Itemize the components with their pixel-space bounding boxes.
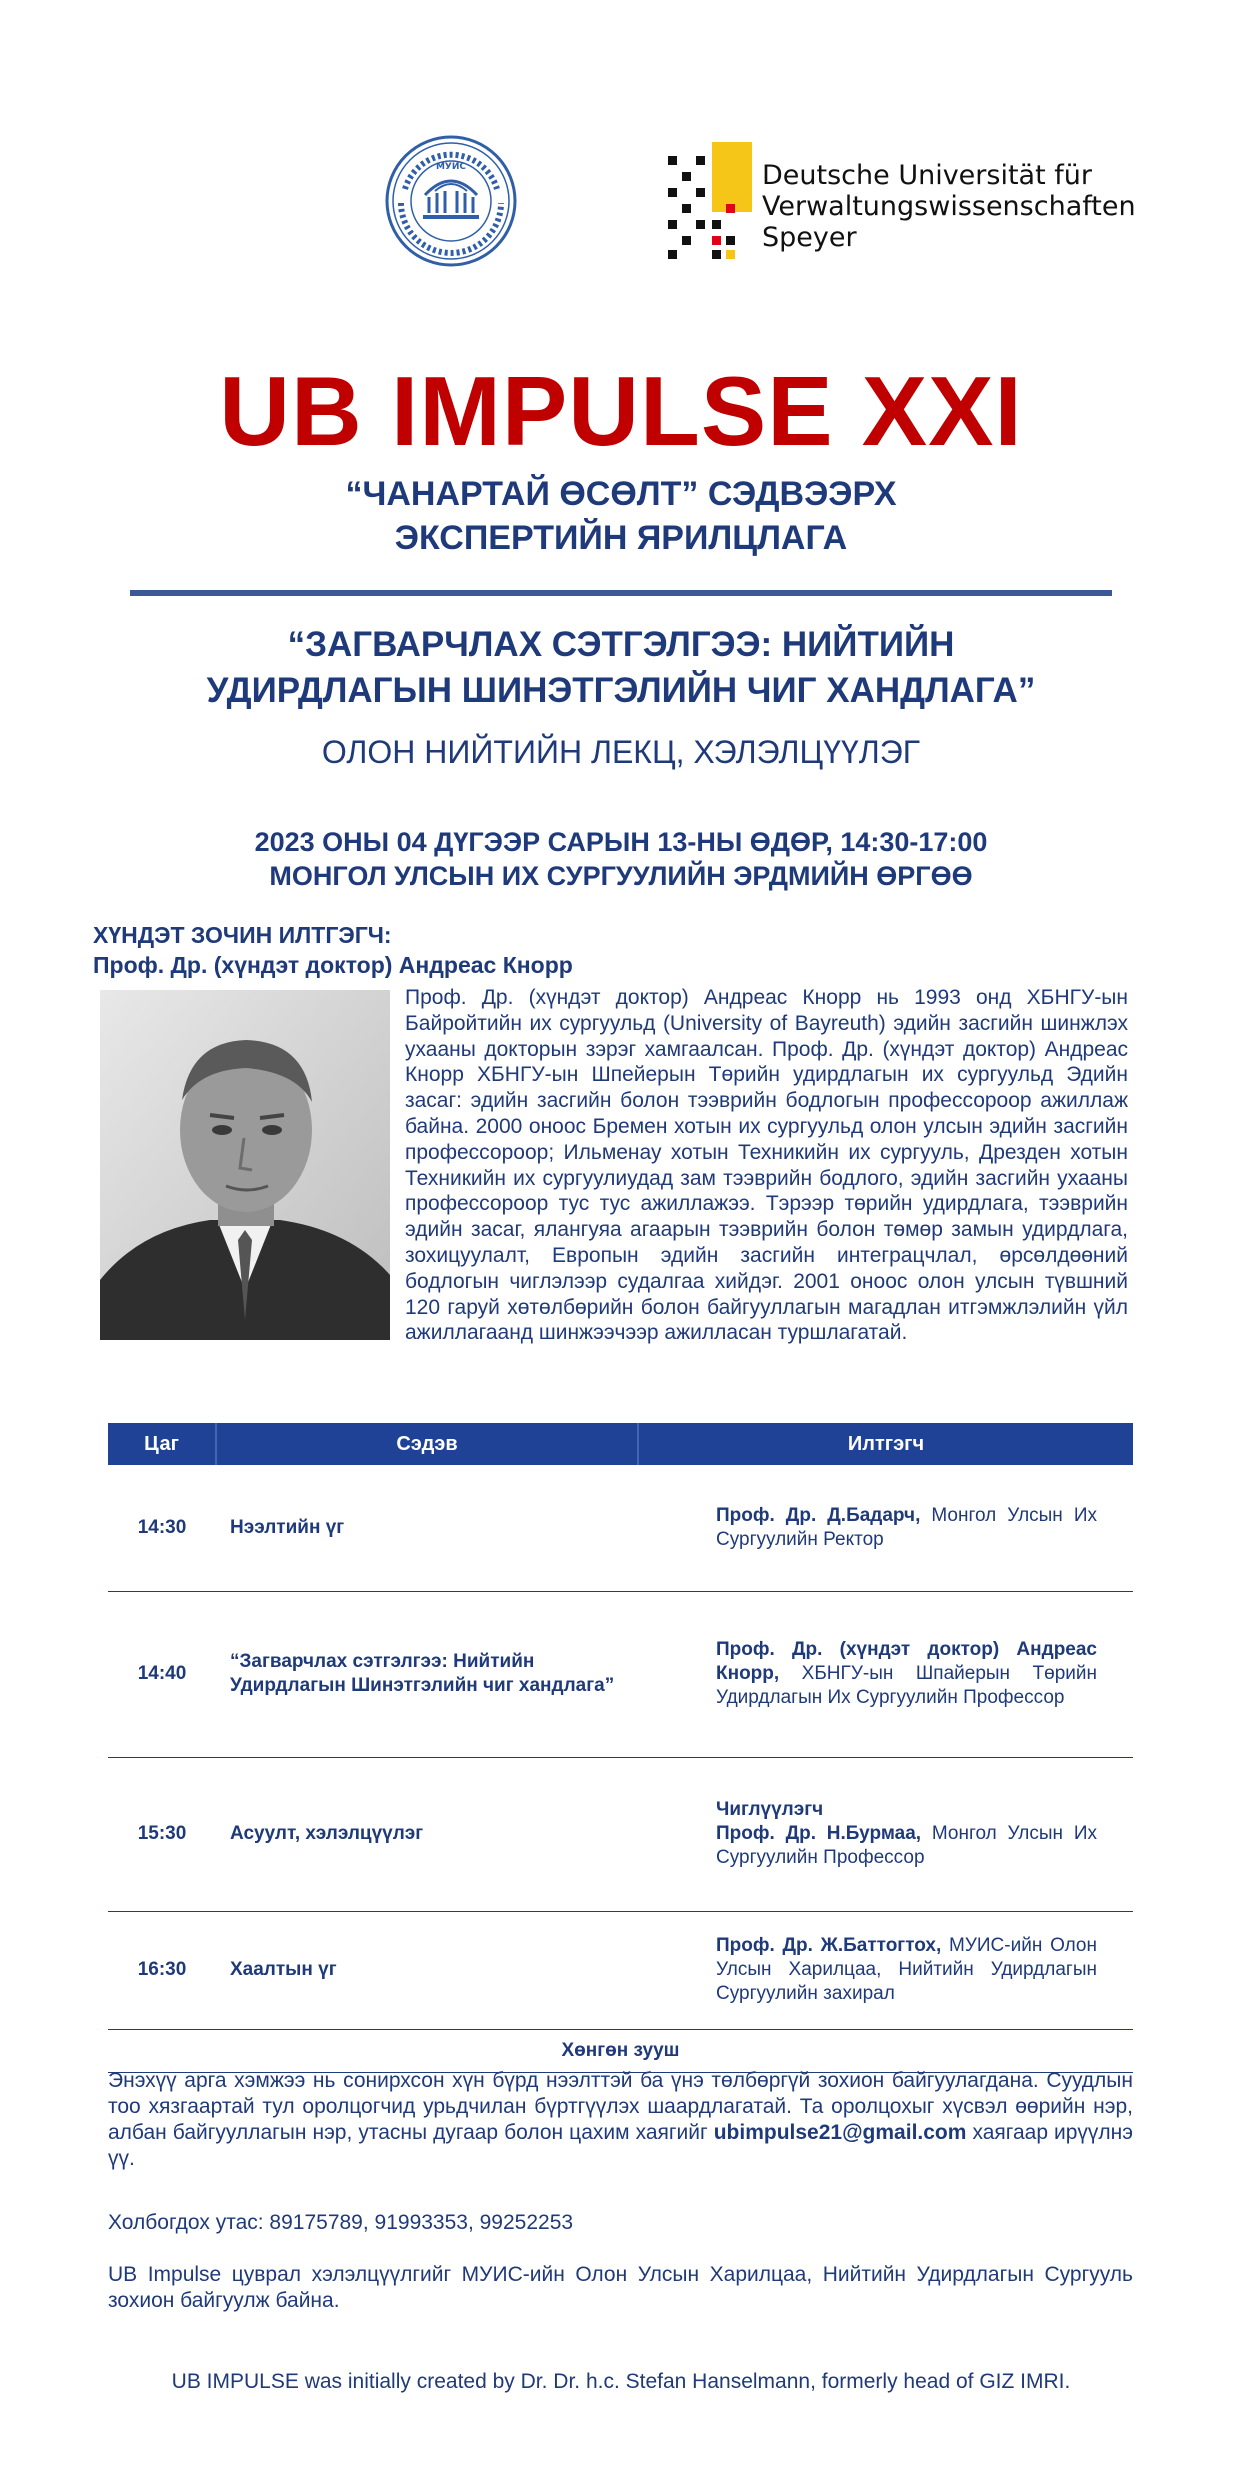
- partner-logo-text: [762, 160, 1136, 253]
- row-topic: “Загварчлах сэтгэлгээ: Нийтийн Удирдлагын Шинэтгэлийн чиг хандлага”: [216, 1591, 638, 1757]
- row-time: 14:30: [108, 1465, 216, 1591]
- row-speaker: [638, 1591, 1133, 1757]
- subtitle-line: “ЧАНАРТАЙ ӨСӨЛТ” СЭДВЭЭРХ: [345, 475, 897, 513]
- footer-note: UB IMPULSE was initially created by Dr. Dr. h.c. Stefan Hanselmann, formerly head of GIZ IMRI.: [171, 2370, 1071, 2393]
- speaker-name: Проф. Др. Ж.Баттогтох,: [716, 1935, 942, 1956]
- event-venue: МОНГОЛ УЛСЫН ИХ СУРГУУЛИЙН ЭРДМИЙН ӨРГӨӨ: [269, 861, 973, 891]
- partner-logo-line: Speyer: [762, 222, 857, 253]
- seal-text: МУИС: [435, 162, 467, 172]
- event-date: 2023 ОНЫ 04 ДҮГЭЭР САРЫН 13-НЫ ӨДӨР, 14:30-17:00: [254, 827, 988, 857]
- speaker-name: Проф. Др. (хүндэт доктор) Андреас Кнорр,: [716, 1639, 1097, 1684]
- portrait-space: [93, 985, 405, 1333]
- speaker-title: Монгол Улсын Их Сургуулийн Профессор: [716, 1823, 1097, 1868]
- header-time: Цаг: [108, 1423, 216, 1465]
- partner-university-logo: [668, 142, 1136, 262]
- guest-name: Проф. Др. (хүндэт доктор) Андреас Кнорр: [93, 952, 573, 978]
- row-speaker: [638, 1911, 1133, 2029]
- event-title: UB IMPULSE XXI: [219, 356, 1023, 466]
- guest-heading: ХҮНДЭТ ЗОЧИН ИЛТГЭГЧ:: [93, 922, 392, 948]
- row-topic: Нээлтийн үг: [216, 1465, 638, 1591]
- table-row: [108, 1591, 1133, 1757]
- row-topic: Хаалтын үг: [216, 1911, 638, 2029]
- partner-logo-line: Verwaltungswissenschaften: [762, 191, 1136, 222]
- registration-text-end: хаягаар ирүүлнэ үү.: [108, 2121, 1133, 2170]
- header-speaker: Илтгэгч: [638, 1423, 1133, 1465]
- guest-bio: [93, 985, 1128, 1346]
- moderator-label: Чиглүүлэгч: [716, 1799, 824, 1820]
- table-row: [108, 1757, 1133, 1911]
- registration-text: Энэхүү арга хэмжээ нь сонирхсон хүн бүрд нээлттэй ба үнэ төлбөргүй зохион байгуулагдана. Суудлын тоо хязгаартай тул оролцогчид урьдчилан бүртгүүлэх шаардлагатай. Та оролцохыг хүсвэл өөрийн нэр, албан байгууллагын нэр, утасны дугаар болон цахим хаягийг: [108, 2069, 1133, 2144]
- header-topic: Сэдэв: [216, 1423, 638, 1465]
- table-header-row: [108, 1423, 1133, 1465]
- university-seal-logo: [383, 133, 519, 269]
- row-topic: Асуулт, хэлэлцүүлэг: [216, 1757, 638, 1911]
- row-time: 15:30: [108, 1757, 216, 1911]
- guest-bio-text: Проф. Др. (хүндэт доктор) Андреас Кнорр нь 1993 онд ХБНГУ-ын Байройтийн их сургуульд (University of Bayreuth) эдийн засгийн шинжлэх ухааны докторын зэрэг хамгаалсан. Проф. Др. (хүндэт доктор) Андреас Кнорр ХБНГУ-ын Шпейерын Төрийн удирдлагын их сургуульд Эдийн засаг: эдийн засгийн болон тээврийн бодлогын профессороор ажиллаж байна. 2000 оноос Бремен хотын их сургуульд олон улсын эдийн засгийн профессороор; Ильменау хотын Техникийн их сургууль, Дрезден хотын Техникийн их сургуулиудад зам тээврийн бодлого, эдийн засгийн ухааны профессороор тус тус ажиллажээ. Тэрээр төрийн удирдлага, тээврийн эдийн засаг, ялангуяа агаарын тээврийн болон төмөр замын удирдлага, зохицуулалт, Европын эдийн засгийн интеграцчлал, өрсөлдөөний бодлогын чиглэлээр судалгаа хийдэг. 2001 оноос олон улсын түвшний 120 гаруй хөтөлбөрийн болон байгууллагын магадлан итгэмжлэлийн үйл ажиллагаанд шинжээчээр ажилласан туршлагатай.: [405, 986, 1128, 1345]
- row-speaker: [638, 1757, 1133, 1911]
- row-time: 14:40: [108, 1591, 216, 1757]
- row-time: 16:30: [108, 1911, 216, 2029]
- topic-line: УДИРДЛАГЫН ШИНЭТГЭЛИЙН ЧИГ ХАНДЛАГА”: [206, 671, 1036, 710]
- table-row: [108, 1911, 1133, 2029]
- registration-info: [108, 2068, 1133, 2172]
- speaker-title: Монгол Улсын Их Сургуулийн Ректор: [716, 1504, 1097, 1550]
- speaker-title: МУИС-ийн Олон Улсын Харилцаа, Нийтийн Удирдлагын Сургуулийн захирал: [716, 1935, 1097, 2004]
- table-row: [108, 2029, 1133, 2072]
- partner-logo-line: Deutsche Universität für: [762, 160, 1092, 191]
- speaker-name: Проф. Др. Д.Бадарч,: [716, 1504, 921, 1526]
- contact-email-link[interactable]: ubimpulse21@gmail.com: [713, 2121, 967, 2144]
- schedule-table: [108, 1423, 1133, 2073]
- break-row: Хөнгөн зууш: [108, 2029, 1133, 2072]
- speaker-name: Проф. Др. Н.Бурмаа,: [716, 1823, 922, 1844]
- topic-line: “ЗАГВАРЧЛАХ СЭТГЭЛГЭЭ: НИЙТИЙН: [287, 625, 955, 664]
- title-divider: [130, 590, 1112, 596]
- row-speaker: [638, 1465, 1133, 1591]
- organizer-note: UB Impulse цуврал хэлэлцүүлгийг МУИС-ийн Олон Улсын Харилцаа, Нийтийн Удирдлагын Сургууль зохион байгуулж байна.: [108, 2263, 1133, 2312]
- event-type: ОЛОН НИЙТИЙН ЛЕКЦ, ХЭЛЭЛЦҮҮЛЭГ: [321, 734, 921, 770]
- contact-phones: Холбогдох утас: 89175789, 91993353, 99252253: [108, 2211, 574, 2234]
- subtitle-line: ЭКСПЕРТИЙН ЯРИЛЦЛАГА: [394, 519, 848, 557]
- table-row: [108, 1465, 1133, 1591]
- speaker-title: ХБНГУ-ын Шпайерын Төрийн Удирдлагын Их Сургуулийн Профессор: [716, 1663, 1097, 1708]
